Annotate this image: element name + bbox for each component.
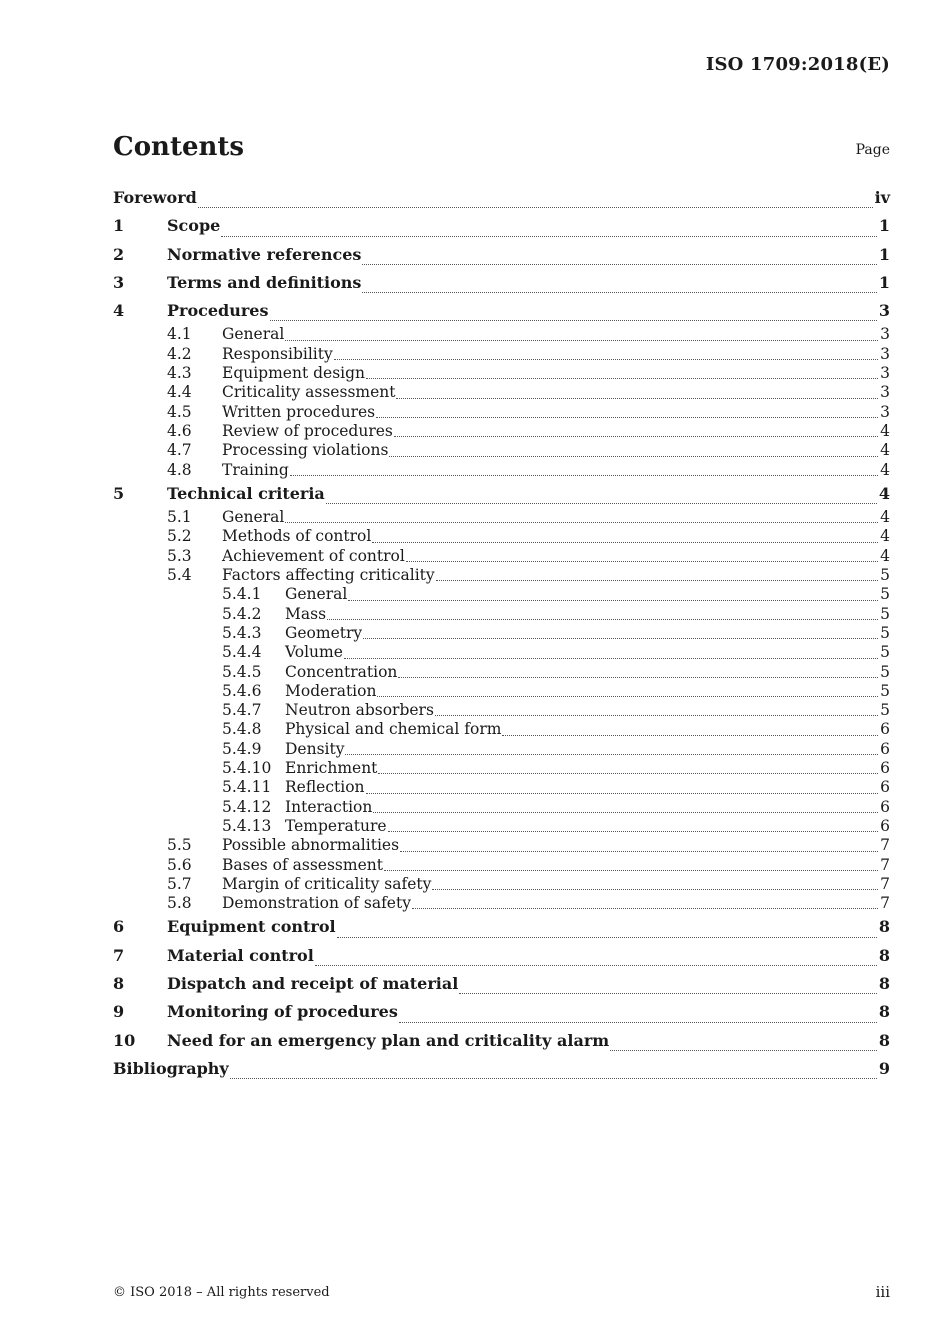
toc-entry-page[interactable]: 4	[880, 527, 890, 546]
toc-entry-title[interactable]: Mass	[285, 604, 327, 623]
dot-leader	[435, 715, 878, 716]
toc-entry-number: 7	[113, 945, 125, 965]
dot-leader	[362, 292, 876, 293]
toc-entry-page[interactable]: 4	[880, 460, 890, 479]
toc-entry-number: 5.2	[167, 527, 192, 546]
toc-entry[interactable]	[113, 856, 890, 875]
toc-entry-title[interactable]: Methods of control	[222, 527, 372, 546]
toc-entry[interactable]	[113, 527, 890, 546]
toc-entry-number: 4	[113, 301, 125, 321]
dot-leader	[377, 696, 878, 697]
toc-entry[interactable]	[113, 547, 890, 566]
page-column-label: Page	[855, 142, 890, 158]
toc-entry[interactable]	[113, 269, 890, 297]
dot-leader	[384, 870, 878, 871]
toc-entry[interactable]	[113, 508, 890, 527]
dot-leader	[345, 754, 878, 755]
toc-entry-page[interactable]: 8	[878, 945, 890, 965]
toc-entry-number: 10	[113, 1030, 136, 1050]
toc-entry-page[interactable]: 6	[880, 720, 890, 739]
toc-entry-number: 4.3	[167, 364, 192, 383]
toc-entry-number: 4.2	[167, 344, 192, 363]
toc-entry-title[interactable]: Concentration	[285, 662, 398, 681]
toc-entry-title[interactable]: Procedures	[167, 301, 269, 321]
toc-entry[interactable]	[113, 798, 890, 817]
toc-entry-title[interactable]: General	[222, 508, 285, 527]
toc-entry-page[interactable]: 4	[880, 421, 890, 440]
dot-leader	[396, 398, 878, 399]
toc-entry-number: 5.4.13	[222, 816, 272, 835]
toc-entry[interactable]	[113, 663, 890, 682]
dot-leader	[459, 993, 877, 994]
toc-entry[interactable]	[113, 461, 890, 480]
toc-entry-title[interactable]: Possible abnormalities	[222, 836, 400, 855]
toc-entry-page[interactable]: 5	[880, 681, 890, 700]
toc-entry[interactable]	[113, 682, 890, 701]
toc-entry-title[interactable]: Equipment control	[167, 917, 336, 937]
toc-entry-title[interactable]: Processing violations	[222, 441, 389, 460]
toc-entry-title[interactable]: Reflection	[285, 778, 365, 797]
toc-entry-title[interactable]: Density	[285, 739, 345, 758]
toc-entry-number: 5.4.12	[222, 797, 272, 816]
toc-entry-page[interactable]: 6	[880, 778, 890, 797]
toc-entry[interactable]	[113, 701, 890, 720]
toc-entry-number: 4.8	[167, 460, 192, 479]
toc-entry[interactable]	[113, 566, 890, 585]
dot-leader	[376, 417, 878, 418]
toc-entry-title[interactable]: Bibliography	[113, 1058, 229, 1078]
dot-leader	[388, 831, 879, 832]
toc-entry-number: 5.4.11	[222, 778, 272, 797]
toc-entry[interactable]	[113, 383, 890, 402]
dot-leader	[285, 340, 878, 341]
toc-entry-number: 3	[113, 272, 125, 292]
toc-entry-number: 5.4.4	[222, 643, 262, 662]
toc-entry-number: 4.7	[167, 441, 192, 460]
toc-entry-title[interactable]: Dispatch and receipt of material	[167, 973, 459, 993]
dot-leader	[378, 773, 878, 774]
dot-leader	[198, 207, 873, 208]
toc-entry-title[interactable]: Need for an emergency plan and criticality alarm	[167, 1030, 610, 1050]
dot-leader	[436, 580, 878, 581]
toc-entry-title[interactable]: General	[285, 585, 348, 604]
toc-entry-page[interactable]: 4	[880, 508, 890, 527]
dot-leader	[398, 677, 878, 678]
toc-entry-title[interactable]: Neutron absorbers	[285, 701, 434, 720]
toc-entry-page[interactable]: 5	[880, 662, 890, 681]
toc-entry[interactable]	[113, 325, 890, 344]
dot-leader	[348, 600, 878, 601]
toc-entry[interactable]	[113, 585, 890, 604]
toc-entry-page[interactable]: 1	[878, 272, 890, 292]
toc-entry[interactable]	[113, 759, 890, 778]
toc-entry-page[interactable]: 5	[880, 604, 890, 623]
toc-entry-page[interactable]: 3	[880, 344, 890, 363]
toc-entry-page[interactable]: 3	[880, 383, 890, 402]
toc-entry-title[interactable]: Interaction	[285, 797, 373, 816]
toc-entry[interactable]	[113, 894, 890, 913]
toc-entry-page[interactable]: 9	[878, 1058, 890, 1078]
toc-entry-page[interactable]: 7	[880, 855, 890, 874]
page-title: Contents	[113, 132, 245, 162]
toc-entry-title[interactable]: Criticality assessment	[222, 383, 396, 402]
toc-entry-title[interactable]: Monitoring of procedures	[167, 1002, 398, 1022]
toc-entry[interactable]	[113, 364, 890, 383]
toc-entry-number: 5.3	[167, 546, 192, 565]
toc-entry-number: 5.4.10	[222, 759, 272, 778]
toc-entry-title[interactable]: Technical criteria	[167, 483, 325, 503]
toc-entry-title[interactable]: General	[222, 325, 285, 344]
toc-entry-number: 1	[113, 216, 125, 236]
toc-entry-page[interactable]: 5	[880, 643, 890, 662]
toc-entry[interactable]	[113, 778, 890, 797]
dot-leader	[285, 522, 878, 523]
toc-entry-title[interactable]: Scope	[167, 216, 221, 236]
toc-entry[interactable]	[113, 913, 890, 941]
toc-entry-number: 5.8	[167, 894, 192, 913]
toc-entry-number: 4.1	[167, 325, 192, 344]
dot-leader	[400, 851, 878, 852]
dot-leader	[366, 378, 878, 379]
toc-entry[interactable]	[113, 740, 890, 759]
dot-leader	[610, 1050, 877, 1051]
toc-entry-page[interactable]: 1	[878, 216, 890, 236]
toc-entry-title[interactable]: Terms and definitions	[167, 272, 362, 292]
toc-entry[interactable]	[113, 241, 890, 269]
toc-entry-number: 5	[113, 483, 125, 503]
toc-entry-title[interactable]: Moderation	[285, 681, 377, 700]
toc-entry-title[interactable]: Written procedures	[222, 402, 376, 421]
toc-entry-page[interactable]: 4	[880, 441, 890, 460]
dot-leader	[344, 658, 878, 659]
toc-entry-number: 5.4.6	[222, 681, 262, 700]
toc-entry-title[interactable]: Normative references	[167, 244, 362, 264]
dot-leader	[290, 475, 878, 476]
toc-entry-page[interactable]: 3	[880, 364, 890, 383]
dot-leader	[326, 503, 877, 504]
toc-entry-page[interactable]: 5	[880, 566, 890, 585]
toc-entry[interactable]	[113, 624, 890, 643]
toc-entry-page[interactable]: 3	[880, 402, 890, 421]
toc-entry-page[interactable]: 7	[880, 894, 890, 913]
toc-entry-number: 5.4.3	[222, 623, 262, 642]
toc-entry-page[interactable]: 3	[878, 301, 890, 321]
toc-entry-title[interactable]: Margin of criticality safety	[222, 874, 432, 893]
toc-entry[interactable]	[113, 184, 890, 212]
toc-entry[interactable]	[113, 998, 890, 1026]
toc-entry-page[interactable]: 8	[878, 917, 890, 937]
toc-entry-title[interactable]: Factors affecting criticality	[222, 566, 435, 585]
toc-entry[interactable]	[113, 212, 890, 240]
toc-entry[interactable]	[113, 441, 890, 460]
toc-entry-page[interactable]: 7	[880, 836, 890, 855]
toc-entry[interactable]	[113, 836, 890, 855]
dot-leader	[432, 889, 878, 890]
toc-entry-page[interactable]: 5	[880, 701, 890, 720]
toc-entry-page[interactable]: 4	[880, 546, 890, 565]
toc-entry-number: 4.6	[167, 421, 192, 440]
dot-leader	[372, 542, 878, 543]
dot-leader	[412, 908, 878, 909]
toc-entry-title[interactable]: Foreword	[113, 188, 197, 207]
toc-entry-number: 4.5	[167, 402, 192, 421]
toc-entry[interactable]	[113, 422, 890, 441]
toc-entry[interactable]	[113, 605, 890, 624]
toc-entry[interactable]	[113, 817, 890, 836]
toc-entry-title[interactable]: Review of procedures	[222, 421, 393, 440]
toc-entry[interactable]	[113, 403, 890, 422]
dot-leader	[270, 320, 877, 321]
toc-entry-title[interactable]: Responsibility	[222, 344, 333, 363]
toc-entry-number: 5.4.2	[222, 604, 262, 623]
toc-entry-page[interactable]: 6	[880, 739, 890, 758]
toc-entry-page[interactable]: 1	[878, 244, 890, 264]
dot-leader	[362, 264, 876, 265]
toc-entry-title[interactable]: Demonstration of safety	[222, 894, 411, 913]
toc-entry-number: 5.6	[167, 855, 192, 874]
dot-leader	[327, 619, 878, 620]
toc-entry[interactable]	[113, 345, 890, 364]
toc-entry-title[interactable]: Equipment design	[222, 364, 366, 383]
dot-leader	[406, 561, 878, 562]
toc-entry[interactable]	[113, 297, 890, 325]
toc-entry-page[interactable]: 6	[880, 797, 890, 816]
toc-entry-page[interactable]: 8	[878, 1002, 890, 1022]
toc-entry[interactable]	[113, 1055, 890, 1083]
footer-copyright: © ISO 2018 – All rights reserved	[113, 1285, 330, 1300]
toc-entry-page[interactable]: 3	[880, 325, 890, 344]
dot-leader	[221, 236, 877, 237]
dot-leader	[363, 638, 878, 639]
toc-entry-page[interactable]: 6	[880, 816, 890, 835]
toc-entry-number: 5.4.7	[222, 701, 262, 720]
toc-entry[interactable]	[113, 942, 890, 970]
toc-entry-page[interactable]: 6	[880, 759, 890, 778]
toc-entry-number: 5.5	[167, 836, 192, 855]
dot-leader	[389, 456, 878, 457]
toc-entry-title[interactable]: Achievement of control	[222, 546, 405, 565]
toc-entry[interactable]	[113, 643, 890, 662]
table-of-contents	[113, 184, 890, 1083]
toc-entry-number: 6	[113, 917, 125, 937]
dot-leader	[502, 735, 878, 736]
dot-leader	[399, 1022, 877, 1023]
dot-leader	[230, 1078, 877, 1079]
toc-entry-page[interactable]: 4	[878, 483, 890, 503]
toc-entry-page[interactable]: 8	[878, 973, 890, 993]
toc-entry-title[interactable]: Training	[222, 460, 289, 479]
toc-entry-number: 2	[113, 244, 125, 264]
dot-leader	[315, 965, 877, 966]
toc-entry-page[interactable]: iv	[874, 188, 890, 207]
toc-entry-number: 5.4.5	[222, 662, 262, 681]
toc-entry-title[interactable]: Bases of assessment	[222, 855, 383, 874]
toc-entry-page[interactable]: 5	[880, 623, 890, 642]
dot-leader	[373, 812, 878, 813]
toc-entry-number: 5.4.8	[222, 720, 262, 739]
footer-page-number: iii	[875, 1283, 890, 1301]
toc-entry-number: 5.1	[167, 508, 192, 527]
dot-leader	[337, 937, 877, 938]
document-standard-id: ISO 1709:2018(E)	[705, 54, 890, 75]
toc-entry-number: 9	[113, 1002, 125, 1022]
toc-entry-title[interactable]: Geometry	[285, 623, 363, 642]
dot-leader	[366, 793, 879, 794]
dot-leader	[394, 436, 878, 437]
toc-entry-number: 4.4	[167, 383, 192, 402]
toc-entry-title[interactable]: Volume	[285, 643, 343, 662]
toc-entry-page[interactable]: 5	[880, 585, 890, 604]
toc-entry-title[interactable]: Material control	[167, 945, 314, 965]
toc-entry[interactable]	[113, 720, 890, 739]
toc-entry-number: 5.4	[167, 566, 192, 585]
toc-entry[interactable]	[113, 875, 890, 894]
toc-entry-title[interactable]: Enrichment	[285, 759, 378, 778]
toc-entry-number: 5.7	[167, 874, 192, 893]
toc-entry[interactable]	[113, 1027, 890, 1055]
toc-entry-number: 8	[113, 973, 125, 993]
toc-entry[interactable]	[113, 480, 890, 508]
toc-entry-number: 5.4.9	[222, 739, 262, 758]
toc-entry-page[interactable]: 8	[878, 1030, 890, 1050]
toc-entry-page[interactable]: 7	[880, 874, 890, 893]
toc-entry-title[interactable]: Physical and chemical form	[285, 720, 502, 739]
toc-entry[interactable]	[113, 970, 890, 998]
toc-entry-title[interactable]: Temperature	[285, 816, 387, 835]
dot-leader	[334, 359, 878, 360]
toc-entry-number: 5.4.1	[222, 585, 262, 604]
